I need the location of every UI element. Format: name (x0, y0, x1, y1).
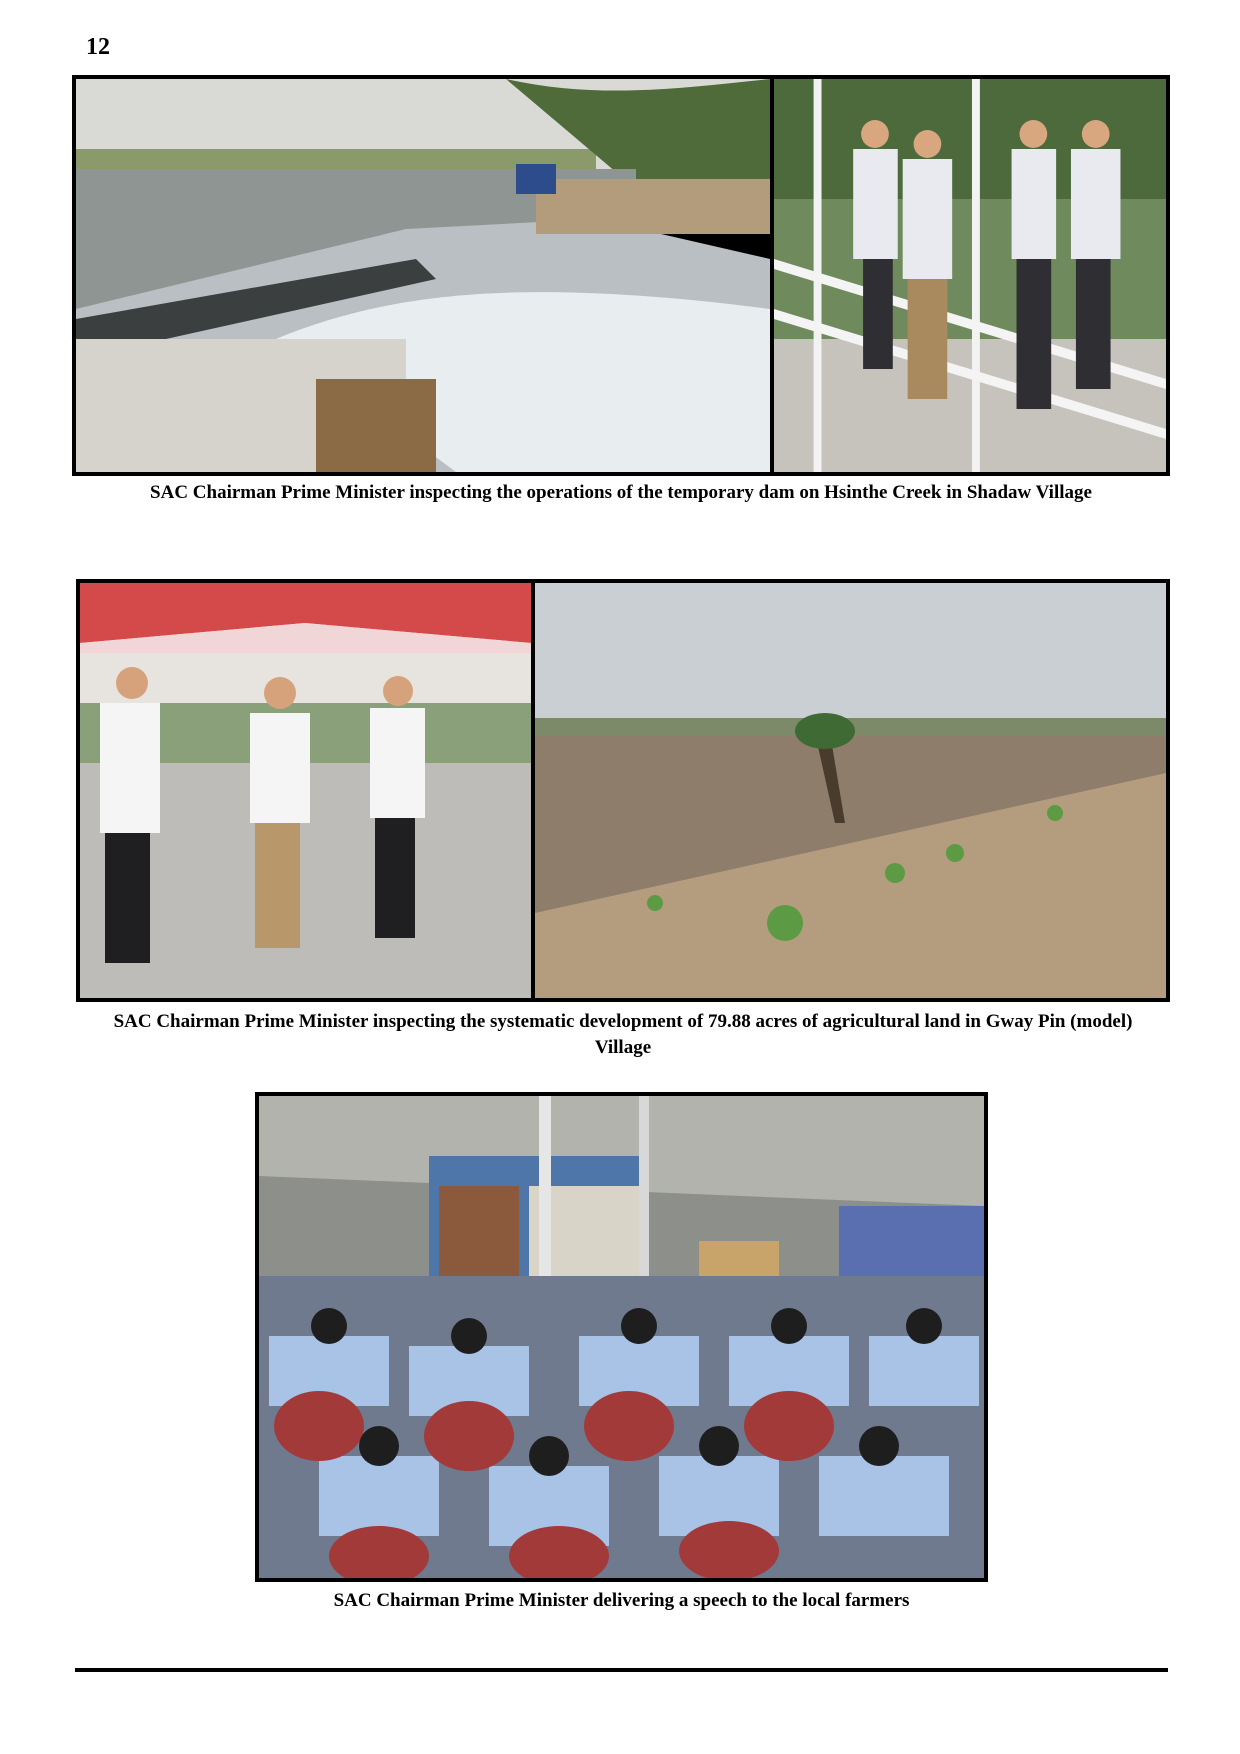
officials-railing-photo (774, 79, 1166, 472)
figure-3-caption: SAC Chairman Prime Minister delivering a speech to the local farmers (333, 1590, 910, 1611)
figure-3-photo-frame (255, 1092, 988, 1582)
page-number: 12 (86, 34, 110, 60)
figure-1-photo-frame (72, 75, 1170, 476)
figure-2-photo-frame (76, 579, 1170, 1002)
officials-tent-photo (80, 583, 531, 998)
agricultural-field-photo (535, 583, 1166, 998)
temporary-dam-photo (76, 79, 770, 472)
footer-rule (75, 1668, 1168, 1672)
farmers-audience-photo (259, 1096, 984, 1578)
figure-2-caption: SAC Chairman Prime Minister inspecting the systematic development of 79.88 acres of agricultural land in Gway Pin (model) Village (113, 1011, 1133, 1058)
figure-1-caption: SAC Chairman Prime Minister inspecting the operations of the temporary dam on Hsinthe Creek in Shadaw Village (150, 482, 1092, 503)
